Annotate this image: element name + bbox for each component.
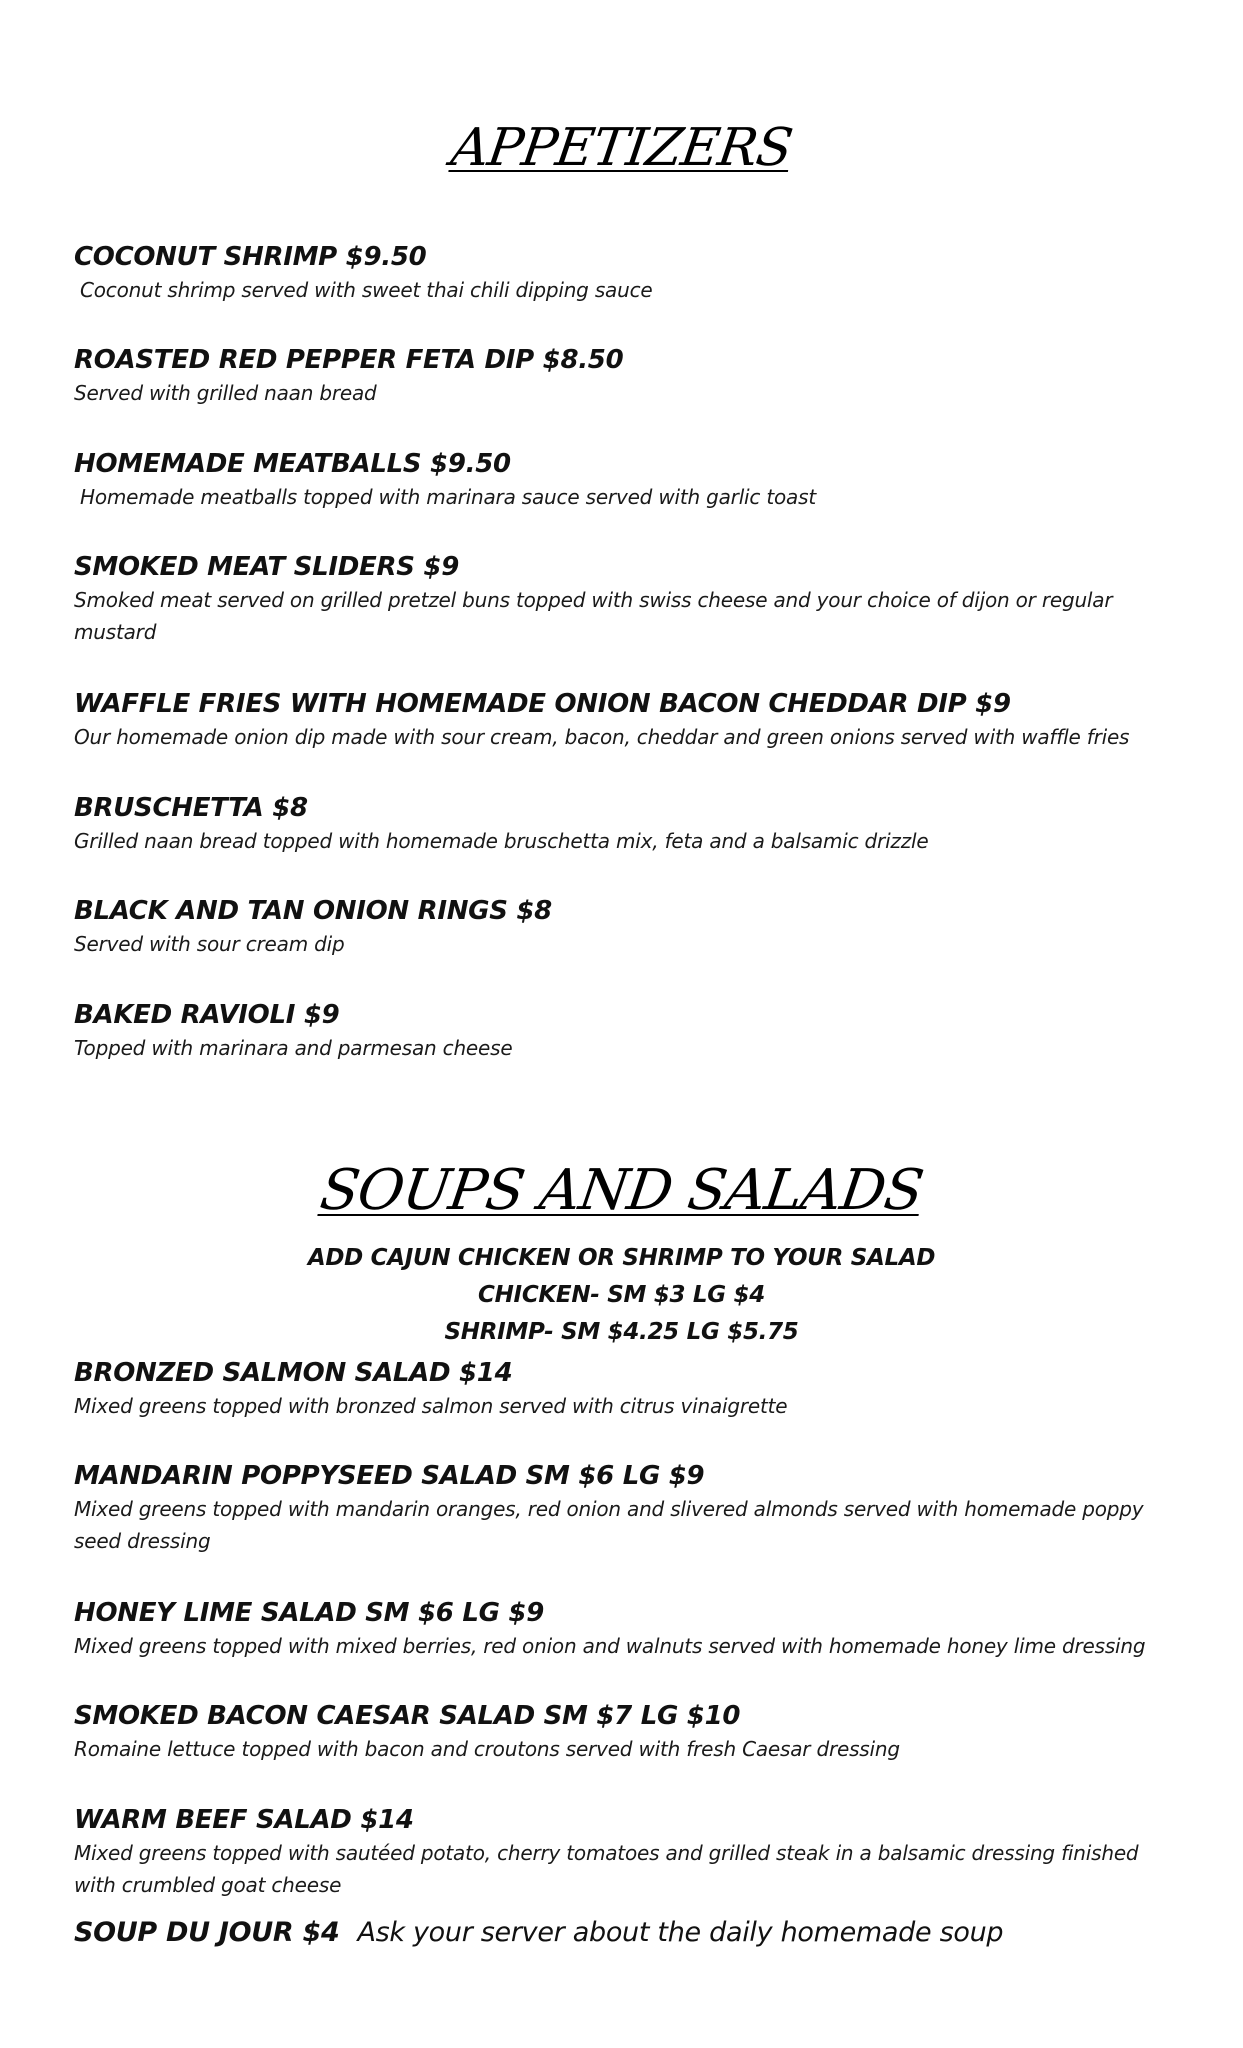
- menu-item-warm-beef-salad: [74, 1803, 1174, 1901]
- item-description: Grilled naan bread topped with homemade bruschetta mix, feta and a balsamic drizzle: [74, 829, 929, 853]
- menu-item-meatballs: [74, 447, 1174, 513]
- item-name: BRUSCHETTA $8: [74, 793, 308, 823]
- menu-item-coconut-shrimp: [74, 240, 1174, 306]
- menu-item-waffle-fries: [74, 687, 1174, 753]
- menu-item-onion-rings: [74, 894, 1174, 960]
- item-description: Our homemade onion dip made with sour cream, bacon, cheddar and green onions served with waffle fries: [74, 725, 1130, 749]
- item-name: COCONUT SHRIMP $9.50: [74, 242, 427, 272]
- salad-addon-shrimp: SHRIMP- SM $4.25 LG $5.75: [444, 1319, 799, 1345]
- item-description: Coconut shrimp served with sweet thai chili dipping sauce: [80, 278, 653, 302]
- menu-item-salmon-salad: [74, 1356, 1174, 1422]
- soup-du-jour: [74, 1917, 1003, 1948]
- item-description: Mixed greens topped with sautéed potato, cherry tomatoes and grilled steak in a balsamic dressing finished with crumbled goat cheese: [74, 1841, 1139, 1897]
- item-description: Mixed greens topped with bronzed salmon served with citrus vinaigrette: [74, 1394, 788, 1418]
- menu-item-caesar-salad: [74, 1699, 1174, 1765]
- salad-addon-chicken: CHICKEN- SM $3 LG $4: [478, 1282, 765, 1308]
- item-description: Mixed greens topped with mandarin oranges, red onion and slivered almonds served with homemade poppy seed dressing: [74, 1497, 1144, 1553]
- item-description: Mixed greens topped with mixed berries, red onion and walnuts served with homemade honey lime dressing: [74, 1634, 1146, 1658]
- item-description: Served with grilled naan bread: [74, 381, 377, 405]
- appetizers-heading: APPETIZERS: [447, 118, 796, 178]
- menu-item-bruschetta: [74, 791, 1174, 857]
- menu-item-feta-dip: [74, 343, 1174, 409]
- item-name: WARM BEEF SALAD $14: [74, 1805, 414, 1835]
- menu-item-mandarin-salad: [74, 1459, 1174, 1557]
- item-name: MANDARIN POPPYSEED SALAD SM $6 LG $9: [74, 1461, 705, 1491]
- item-description: Smoked meat served on grilled pretzel buns topped with swiss cheese and your choice of dijon or regular mustard: [74, 588, 1113, 644]
- soup-description: Ask your server about the daily homemade soup: [357, 1917, 1004, 1948]
- item-description: Romaine lettuce topped with bacon and croutons served with fresh Caesar dressing: [74, 1737, 900, 1761]
- salad-addon-note: ADD CAJUN CHICKEN OR SHRIMP TO YOUR SALAD: [307, 1245, 936, 1271]
- item-description: Served with sour cream dip: [74, 932, 345, 956]
- item-name: HONEY LIME SALAD SM $6 LG $9: [74, 1598, 544, 1628]
- item-name: BRONZED SALMON SALAD $14: [74, 1358, 513, 1388]
- item-name: WAFFLE FRIES WITH HOMEMADE ONION BACON CHEDDAR DIP $9: [74, 689, 1011, 719]
- item-name: SMOKED BACON CAESAR SALAD SM $7 LG $10: [74, 1701, 741, 1731]
- soup-name: SOUP DU JOUR $4: [74, 1917, 340, 1948]
- menu-item-sliders: [74, 550, 1174, 648]
- item-description: Topped with marinara and parmesan cheese: [74, 1036, 513, 1060]
- menu-item-baked-ravioli: [74, 998, 1174, 1064]
- item-description: Homemade meatballs topped with marinara sauce served with garlic toast: [80, 485, 816, 509]
- item-name: SMOKED MEAT SLIDERS $9: [74, 552, 459, 582]
- menu-item-honey-lime-salad: [74, 1596, 1174, 1662]
- item-name: HOMEMADE MEATBALLS $9.50: [74, 449, 511, 479]
- soups-salads-heading: SOUPS AND SALADS: [316, 1158, 927, 1223]
- item-name: ROASTED RED PEPPER FETA DIP $8.50: [74, 345, 624, 375]
- item-name: BAKED RAVIOLI $9: [74, 1000, 340, 1030]
- item-name: BLACK AND TAN ONION RINGS $8: [74, 896, 552, 926]
